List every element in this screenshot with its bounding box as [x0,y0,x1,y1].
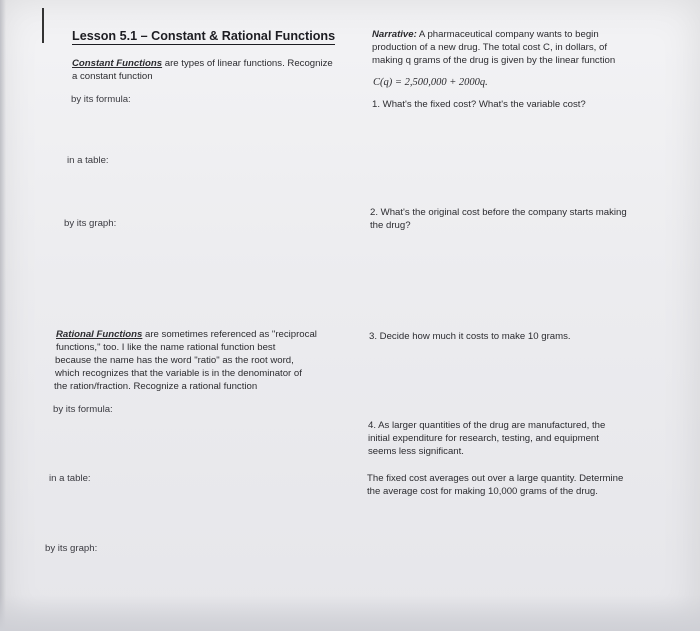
constant-intro-rest: are types of linear functions. Recognize [162,58,333,69]
narrative-line: making q grams of the drug is given by the linear function [372,55,616,66]
page-bottom-shadow [0,595,700,631]
question-1: 1. What's the fixed cost? What's the variable cost? [372,99,586,110]
rational-functions-term: Rational Functions [56,329,143,340]
rational-intro-rest: are sometimes referenced as "reciprocal [142,329,317,340]
narrative-line1 [372,28,599,41]
constant-intro-line1 [72,57,333,70]
question-4b-line: the average cost for making 10,000 grams of the drug. [367,486,598,497]
narrative-rest: A pharmaceutical company wants to begin [416,29,599,40]
constant-graph-prompt: by its graph: [64,218,117,229]
rational-graph-prompt: by its graph: [45,543,98,554]
rational-intro-line: the ration/fraction. Recognize a rational function [54,381,258,392]
cost-formula: C(q) = 2,500,000 + 2000q. [373,77,488,88]
constant-intro-line2: a constant function [72,71,153,82]
question-2-line: 2. What's the original cost before the company starts making [370,207,627,218]
rational-intro-line: functions," too. I like the name rational function best [56,342,276,353]
question-3: 3. Decide how much it costs to make 10 grams. [369,331,571,342]
rational-formula-prompt: by its formula: [53,404,113,415]
constant-formula-prompt: by its formula: [71,94,131,105]
question-4-line: seems less significant. [368,446,464,457]
page-fold-line [42,8,44,43]
rational-intro-line: which recognizes that the variable is in the denominator of [55,368,302,379]
rational-intro-line1 [56,328,317,341]
question-4b-line: The fixed cost averages out over a large quantity. Determine [367,473,624,484]
constant-table-prompt: in a table: [67,155,109,166]
question-2-line: the drug? [370,220,411,231]
rational-intro-line: because the name has the word "ratio" as the root word, [55,355,294,366]
lesson-title: Lesson 5.1 – Constant & Rational Functions [72,29,336,43]
rational-table-prompt: in a table: [49,473,91,484]
narrative-label: Narrative: [372,29,417,40]
constant-functions-term: Constant Functions [72,58,163,69]
question-4-line: 4. As larger quantities of the drug are manufactured, the [368,420,606,431]
narrative-line: production of a new drug. The total cost C, in dollars, of [372,42,607,53]
page-edge-shadow [0,0,6,631]
question-4-line: initial expenditure for research, testing, and equipment [368,433,599,444]
